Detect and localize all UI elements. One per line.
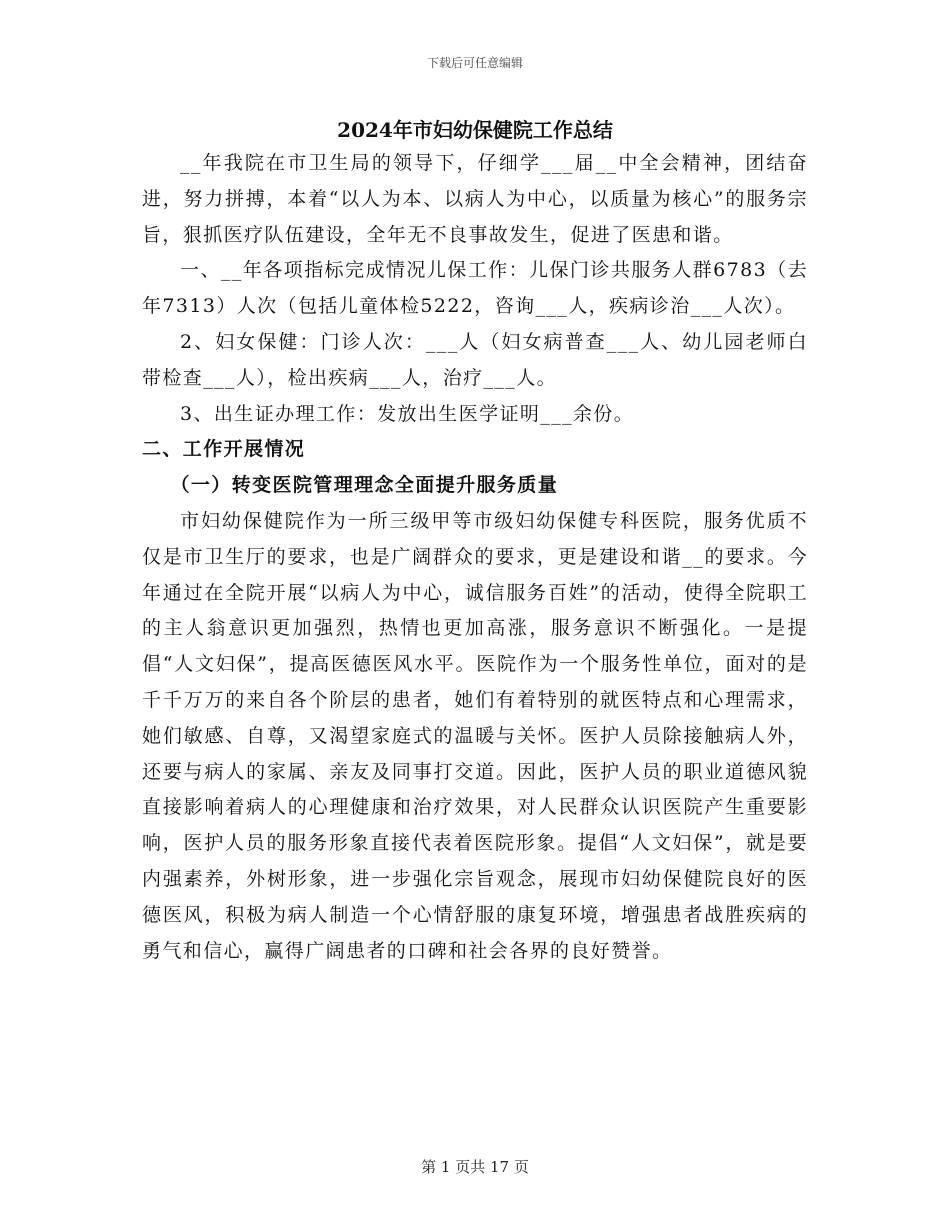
intro-paragraph: __年我院在市卫生局的领导下，仔细学___届__中全会精神，团结奋进，努力拼搏，本着“以人为本、以病人为中心，以质量为核心”的服务宗旨，狠抓医疗队伍建设，全年无不良事故发生，促进了医患和谐。 xyxy=(142,152,808,246)
birth-certificate-paragraph: 3、出生证办理工作：发放出生医学证明___余份。 xyxy=(180,402,635,425)
women-health-paragraph: 2、妇女保健：门诊人次：___人（妇女病普查___人、幼儿园老师白带检查___人），检出疾病___人，治疗___人。 xyxy=(142,330,808,389)
body-paragraph: 市妇幼保健院作为一所三级甲等市级妇幼保健专科医院，服务优质不仅是市卫生厅的要求，也是广阔群众的要求，更是建设和谐__的要求。今年通过在全院开展“以病人为中心，诚信服务百姓”的活动，使得全院职工的主人翁意识更加强烈，热情也更加高涨，服务意识不断强化。一是提倡“人文妇保”，提高医德医风水平。医院作为一个服务性单位，面对的是千千万万的来自各个阶层的患者，她们有着特别的就医特点和心理需求，她们敏感、自尊，又渴望家庭式的温暖与关怀。医护人员除接触病人外，还要与病人的家属、亲友及同事打交道。因此，医护人员的职业道德风貌直接影响着病人的心理健康和治疗效果，对人民群众认识医院产生重要影响，医护人员的服务形象直接代表着医院形象。提倡“人文妇保”，就是要内强素养，外树形象，进一步强化宗旨观念，展现市妇幼保健院良好的医德医风，积极为病人制造一个心情舒服的康复环境，增强患者战胜疾病的勇气和信心，赢得广阔患者的口碑和社会各界的良好赞誉。 xyxy=(142,509,808,962)
document-title: 2024年市妇幼保健院工作总结 xyxy=(337,118,613,142)
page-number: 第 1 页共 17 页 xyxy=(421,1158,529,1176)
section-heading: 二、工作开展情况 xyxy=(142,438,306,461)
header-note: 下载后可任意编辑 xyxy=(426,56,523,70)
sub-heading: （一）转变医院管理理念全面提升服务质量 xyxy=(170,474,559,497)
indicator-paragraph: 一、__年各项指标完成情况儿保工作：儿保门诊共服务人群6783（去年7313）人次（包括儿童体检5222，咨询___人，疾病诊治___人次）。 xyxy=(142,259,808,318)
document-body xyxy=(142,146,808,969)
